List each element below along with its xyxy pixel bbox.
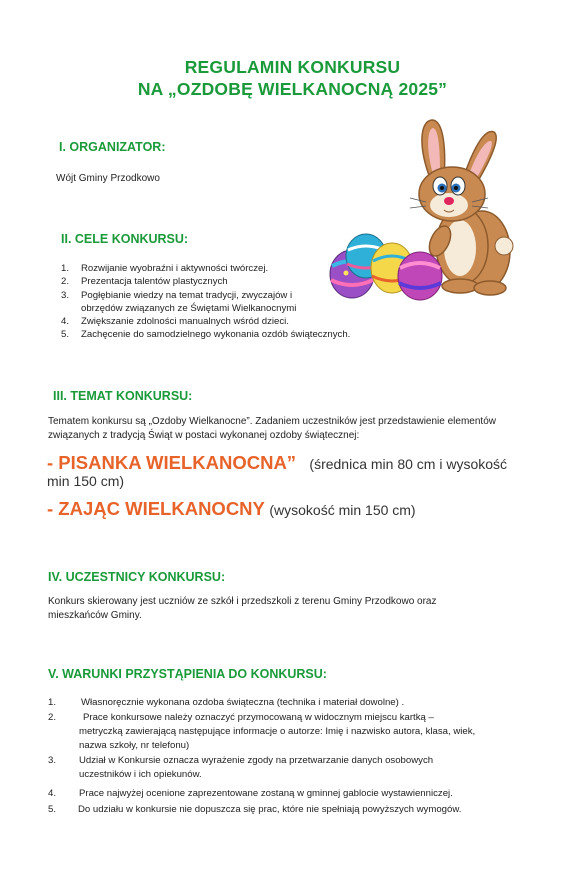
list-item-text: Zachęcenie do samodzielnego wykonania ozdób świątecznych. <box>81 329 351 341</box>
theme-item-title: - ZAJĄC WIELKANOCNY <box>47 498 265 519</box>
list-item-number: 1. <box>61 263 70 274</box>
list-item <box>48 787 548 803</box>
list-item-text: Własnoręcznie wykonana ozdoba świąteczna (technika i materiał dowolne) . <box>81 697 405 708</box>
list-item-number: 2. <box>61 276 70 288</box>
list-item-text-continued: metryczką zawierającą następujące informacje o autorze: Imię i nazwisko autora, klasa, wiek, <box>79 726 476 737</box>
list-item-number: 2. <box>48 712 57 723</box>
list-item <box>61 315 391 328</box>
list-item <box>48 754 548 787</box>
list-item-number: 1. <box>48 697 57 708</box>
list-item-text: Zwiększanie zdolności manualnych wśród dzieci. <box>81 316 289 328</box>
section-heading-goals: II. CELE KONKURSU: <box>61 232 189 246</box>
list-item-number: 5. <box>48 804 57 815</box>
conditions-list <box>48 696 548 818</box>
list-item-number: 3. <box>61 289 70 301</box>
section-heading-organizer: I. ORGANIZATOR: <box>59 140 166 154</box>
section-heading-conditions: V. WARUNKI PRZYSTĄPIENIA DO KONKURSU: <box>48 667 327 681</box>
list-item <box>61 328 391 341</box>
list-item-text: Udział w Konkursie oznacza wyrażenie zgody na przetwarzanie danych osobowych <box>79 755 434 766</box>
theme-item-easter-bunny <box>47 497 547 523</box>
list-item-text: Prace najwyżej ocenione zaprezentowane zostaną w gminnej gablocie wystawienniczej. <box>79 788 453 799</box>
section-heading-participants: IV. UCZESTNICY KONKURSU: <box>48 570 226 584</box>
theme-item-note: (średnica min 80 cm i wysokość <box>309 456 508 472</box>
list-item-text-continued: uczestników i ich opiekunów. <box>79 769 202 780</box>
theme-intro-line-1: Tematem konkursu są „Ozdoby Wielkanocne”. Zadaniem uczestników jest przedstawienie elementów <box>48 416 496 427</box>
list-item-text: Pogłębianie wiedzy na temat tradycji, zwyczajów i <box>81 289 293 301</box>
list-item <box>48 696 548 711</box>
theme-item-title: - PISANKA WIELKANOCNA” <box>47 452 297 473</box>
easter-bunny-with-eggs-icon <box>322 116 517 306</box>
list-item-text: Do udziału w konkursie nie dopuszcza się prac, które nie spełniają powyższych wymogów. <box>78 804 462 815</box>
list-item-text-continued: nazwa szkoły, nr telefonu) <box>79 740 190 751</box>
theme-intro <box>48 415 548 442</box>
list-item-text: Prezentacja talentów plastycznych <box>81 276 228 288</box>
title-line-2: NA „OZDOBĘ WIELKANOCNĄ 2025” <box>137 79 448 99</box>
list-item-number: 4. <box>48 788 57 799</box>
list-item-number: 5. <box>61 329 70 341</box>
list-item-text-continued: obrzędów związanych ze Świętami Wielkanocnymi <box>81 302 297 314</box>
theme-item-note-continued: min 150 cm) <box>47 473 125 489</box>
organizer-text: Wójt Gminy Przodkowo <box>56 173 160 184</box>
list-item <box>48 803 548 818</box>
list-item-number: 3. <box>48 755 57 766</box>
theme-item-note: (wysokość min 150 cm) <box>269 502 416 518</box>
participants-line-1: Konkurs skierowany jest uczniów ze szkół i przedszkoli z terenu Gminy Przodkowo oraz <box>48 596 437 607</box>
title-line-1: REGULAMIN KONKURSU <box>184 57 401 77</box>
theme-intro-line-2: związanych z tradycją Świąt w postaci wykonanej ozdoby świątecznej: <box>48 429 360 441</box>
section-heading-theme: III. TEMAT KONKURSU: <box>53 389 193 403</box>
list-item-text: Rozwijanie wyobraźni i aktywności twórczej. <box>81 263 269 274</box>
list-item-text: Prace konkursowe należy oznaczyć przymocowaną w widocznym miejscu kartką – <box>83 712 434 723</box>
list-item-number: 4. <box>61 316 70 328</box>
list-item <box>48 711 548 754</box>
participants-text <box>48 595 548 622</box>
participants-line-2: mieszkańców Gminy. <box>48 609 142 621</box>
